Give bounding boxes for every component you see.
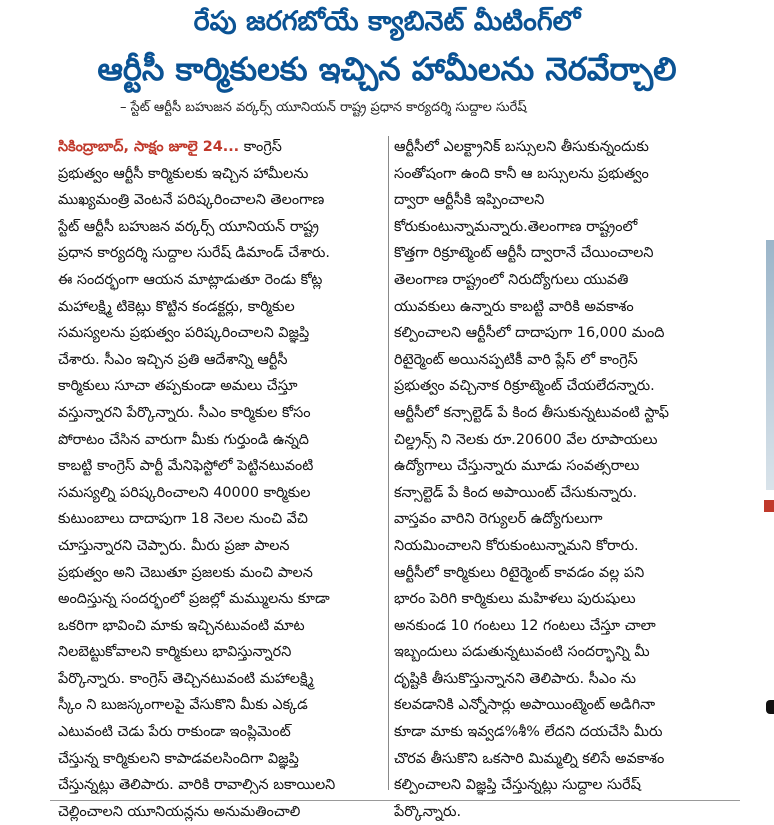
- article-line: చేస్తున్నట్లు తెలిపారు. వారికి రావాల్సిన బకాయిలని: [58, 777, 336, 794]
- article-line: ఆర్టీసీలో కార్మికులు రిటైర్మెంట్ కావడం వల్ల పని: [394, 564, 645, 581]
- article-line: చేశారు. సీఎం ఇచ్చిన ప్రతి ఆదేశాన్ని ఆర్టీసీ: [58, 351, 288, 368]
- article-line: వస్తున్నారని పేర్కొన్నారు. సీఎం కార్మికుల కోసం: [58, 404, 311, 421]
- article-line: ఆర్టీసీలో ఎలక్ట్రానిక్ బస్సులని తీసుకున్నందుకు: [394, 139, 649, 155]
- article-line: సమస్యల్ని పరిష్కరించాలని 40000 కార్మికుల: [58, 484, 311, 501]
- article-line: ద్వారా ఆర్టీసీకి ఇప్పించాలని: [394, 192, 545, 209]
- article-line: చిల్డ్రన్స్ ని నెలకు రూ.20600 వేల రూపాయలు: [394, 431, 658, 448]
- headline-line-1: రేపు జరగబోయే క్యాబినెట్ మీటింగ్‌లో: [193, 6, 581, 37]
- article-line: చెల్లించాలని యూనియన్లను అనుమతించాలి: [58, 803, 301, 820]
- article-line: ఒకరిగా భావించి మాకు ఇచ్చినటువంటి మాట: [58, 617, 305, 634]
- adjacent-photo-edge: [766, 240, 774, 490]
- article-line-text: కాంగ్రెస్: [239, 139, 282, 155]
- article-line: తెలంగాణ రాష్ట్రంలో నిరుద్యోగులు యువతి: [394, 271, 629, 288]
- article-line: చేస్తున్న కార్మికులని కాపాడవలసిందిగా విజ్ఞప్తి: [58, 750, 299, 767]
- article-line: పేర్కొన్నారు. కాంగ్రెస్ తెచ్చినటువంటి మహాలక్ష్మి: [58, 670, 314, 687]
- article-line: కల్పించాలని ఆర్టీసీలో దాదాపుగా 16,000 మంది: [394, 325, 665, 342]
- article-line: పోరాటం చేసిన వారుగా మీకు గుర్తుండి ఉన్నది: [58, 431, 309, 448]
- article-line: సమస్యలను ప్రభుత్వం పరిష్కరించాలని విజ్ఞప్తి: [58, 325, 310, 342]
- article-line: మహాలక్ష్మి టికెట్లు కొట్టిన కండక్టర్లు, కార్మికుల: [58, 298, 295, 315]
- article-line: ఈ సందర్భంగా ఆయన మాట్లాడుతూ రెండు కోట్ల: [58, 271, 323, 288]
- article-line: చూస్తున్నారని చెప్పారు. మీరు ప్రజా పాలన: [58, 537, 290, 554]
- bottom-divider: [50, 800, 740, 801]
- article-right-column: [394, 134, 730, 825]
- article-line: అందిస్తున్న సందర్భంలో ప్రజల్లో మమ్ములను కూడా: [58, 591, 330, 608]
- article-line: యువకులు ఉన్నారు కాబట్టి వారికి అవకాశం: [394, 298, 634, 315]
- article-line: చొరవ తీసుకొని ఒకసారి మిమ్మల్ని కలిసే అవకాశం: [394, 750, 665, 767]
- article-line: స్కీం ని బుజస్కంగాలపై వేసుకొని మీకు ఎక్కడ: [58, 697, 308, 714]
- article-line: ఉద్యోగాలు చేస్తున్నారు మూడు సంవత్సరాలు: [394, 458, 640, 475]
- article-line: ఇబ్బందులు పడుతున్నటువంటి సందర్భాన్ని మీ: [394, 644, 650, 661]
- article-line: కన్సాల్టెడ్ పే కింద అపాయింట్ చేసుకున్నారు.: [394, 484, 638, 501]
- article-line: [58, 134, 380, 161]
- article-line: ముఖ్యమంత్రి వెంటనే పరిష్కరించాలని తెలంగాణ: [58, 192, 325, 209]
- article-line: నిలబెట్టుకోవాలని కార్మికులు భావిస్తున్నారని: [58, 644, 292, 661]
- article-line: పేర్కొన్నారు.: [394, 803, 462, 820]
- article-line: వాస్తవం వారిని రెగ్యులర్ ఉద్యోగులుగా: [394, 511, 603, 528]
- article-line: కోరుకుంటున్నామన్నారు.తెలంగాణ రాష్ట్రంలో: [394, 218, 638, 235]
- article-line: ప్రభుత్వం అని చెబుతూ ప్రజలకు మంచి పాలన: [58, 564, 313, 581]
- article-line: కార్మికులు సూచా తప్పకుండా అమలు చేస్తూ: [58, 378, 298, 395]
- article-line: కలవడానికి ఎన్నోసార్లు అపాయింట్మెంట్ అడిగినా: [394, 697, 656, 714]
- article-line: స్టేట్ ఆర్టీసీ బహుజన వర్కర్స్ యూనియన్ రాష్ట్ర: [58, 218, 319, 235]
- column-divider: [388, 136, 389, 790]
- article-line: ఆర్టీసీలో కన్సాల్టెడ్ పే కింద తీసుకున్నటువంటి స్టాఫ్: [394, 404, 669, 421]
- byline: – స్టేట్ ఆర్టీసీ బహుజన వర్కర్స్ యూనియన్ రాష్ట్ర ప్రధాన కార్యదర్శి సుద్దాల సురేష్: [120, 100, 527, 115]
- headline-line-2: ఆర్టీసీ కార్మికులకు ఇచ్చిన హామీలను నెరవేర్చాలి: [97, 50, 677, 88]
- article-left-column: [58, 134, 380, 825]
- article-line: ప్రధాన కార్యదర్శి సుద్దాల సురేష్ డిమాండ్ చేశారు.: [58, 245, 330, 262]
- adjacent-article-mark: [764, 500, 774, 512]
- article-line: భారం పెరిగి కార్మికులు మహిళలు పురుషులు: [394, 591, 636, 608]
- dateline: సికింద్రాబాద్, సాక్షం జూలై 24...: [58, 139, 240, 155]
- article-line: అనకుండ 10 గంటలు 12 గంటలు చేస్తూ చాలా: [394, 617, 656, 634]
- article-line: కుటుంబాలు దాదాపుగా 18 నెలల నుంచి వేచి: [58, 511, 308, 528]
- article-line: ఎటువంటి చెడు పేరు రాకుండా ఇంప్లిమెంట్: [58, 724, 291, 741]
- article-line: సంతోషంగా ఉంది కానీ ఆ బస్సులను ప్రభుత్వం: [394, 165, 649, 182]
- article-line: కాబట్టి కాంగ్రెస్ పార్టీ మేనిఫెస్టోలో పెట్టినటువంటి: [58, 458, 314, 475]
- article-line: ప్రభుత్వం వచ్చినాక రిక్రూట్మెంట్ చేయలేదన్నారు.: [394, 378, 655, 395]
- article-line: కల్పించాలని విజ్ఞప్తి చేస్తున్నట్లు సుద్దాల సురేష్: [394, 777, 641, 794]
- article-line: రిటైర్మెంట్ అయినప్పటికీ వారి ప్లేస్ లో కాంగ్రెస్: [394, 351, 638, 368]
- article-line: కొత్తగా రిక్రూట్మెంట్ ఆర్టీసీ ద్వారానే చేయించాలని: [394, 245, 654, 262]
- adjacent-article-mark: [766, 700, 774, 714]
- article-line: నియమించాలని కోరుకుంటున్నామని కోరారు.: [394, 537, 639, 554]
- article-line: కూడా మాకు ఇవ్వడ%శీ% లేదని దయచేసి మీరు: [394, 724, 663, 741]
- article-line: ప్రభుత్వం ఆర్టీసీ కార్మికులకు ఇచ్చిన హామీలను: [58, 165, 309, 182]
- article-line: దృష్టికి తీసుకొస్తున్నానని తెలిపారు. సీఎం ను: [394, 670, 636, 687]
